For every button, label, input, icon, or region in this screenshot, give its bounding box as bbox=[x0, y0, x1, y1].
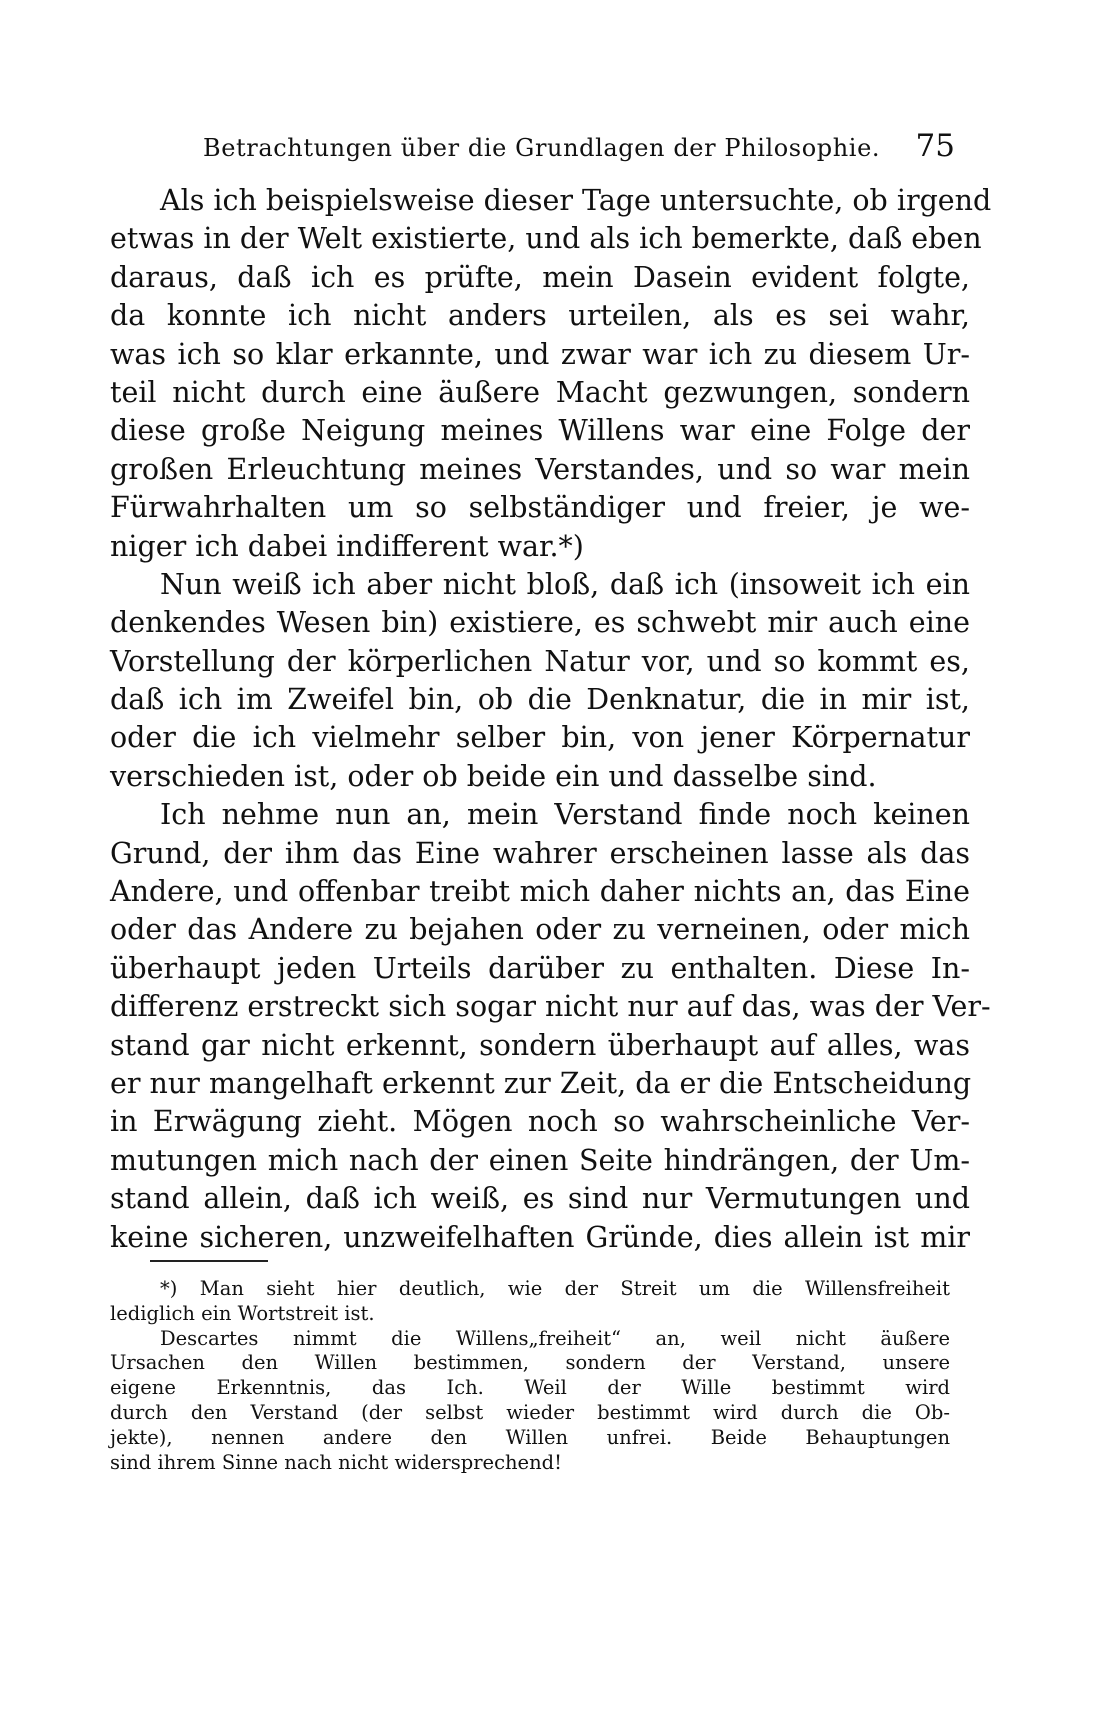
footnote-line: Ursachen den Willen bestimmen, sondern der Verstand, unsere bbox=[110, 1351, 950, 1375]
footnote-line: lediglich ein Wortstreit ist. bbox=[110, 1301, 375, 1325]
text-line: er nur mangelhaft erkennt zur Zeit, da er die Entscheidung bbox=[110, 1066, 972, 1100]
footnote-line: eigene Erkenntnis, das Ich. Weil der Wille bestimmt wird bbox=[110, 1376, 950, 1400]
text-line: Ich nehme nun an, mein Verstand finde noch keinen bbox=[160, 798, 970, 832]
text-line: daraus, daß ich es prüfte, mein Dasein evident folgte, bbox=[110, 260, 970, 294]
footnote-line: Descartes nimmt die Willens„freiheit“ an, weil nicht äußere bbox=[160, 1326, 950, 1350]
footnote-divider bbox=[150, 1260, 268, 1262]
text-line: überhaupt jeden Urteils darüber zu enthalten. Diese In- bbox=[110, 951, 970, 985]
text-line: Andere, und offenbar treibt mich daher nichts an, das Eine bbox=[110, 875, 970, 909]
text-line: Als ich beispielsweise dieser Tage untersuchte, ob irgend bbox=[160, 184, 992, 217]
text-line: in Erwägung zieht. Mögen noch so wahrscheinliche Ver- bbox=[110, 1105, 970, 1139]
text-line: oder das Andere zu bejahen oder zu verneinen, oder mich bbox=[110, 913, 970, 947]
text-line: oder die ich vielmehr selber bin, von jener Körpernatur bbox=[110, 721, 970, 755]
text-line: was ich so klar erkannte, und zwar war ich zu diesem Ur- bbox=[110, 337, 970, 371]
text-line: Nun weiß ich aber nicht bloß, daß ich (insoweit ich ein bbox=[160, 567, 970, 601]
footnote-line: *) Man sieht hier deutlich, wie der Streit um die Willensfreiheit bbox=[160, 1277, 950, 1300]
text-line: diese große Neigung meines Willens war eine Folge der bbox=[110, 414, 970, 448]
text-line: stand allein, daß ich weiß, es sind nur Vermutungen und bbox=[110, 1182, 970, 1216]
text-line: Fürwahrhalten um so selbständiger und freier, je we- bbox=[110, 491, 970, 525]
text-line: großen Erleuchtung meines Verstandes, und so war mein bbox=[110, 452, 970, 486]
footnotes bbox=[110, 1277, 950, 1475]
text-line: teil nicht durch eine äußere Macht gezwungen, sondern bbox=[110, 375, 970, 409]
main-text bbox=[110, 182, 992, 1257]
text-line: etwas in der Welt existierte, und als ich bemerkte, daß eben bbox=[110, 222, 982, 256]
text-line: Grund, der ihm das Eine wahrer erscheinen lasse als das bbox=[110, 836, 970, 870]
text-line: stand gar nicht erkennt, sondern überhaupt auf alles, was bbox=[110, 1028, 970, 1062]
text-line: differenz erstreckt sich sogar nicht nur auf das, was der Ver- bbox=[110, 990, 991, 1024]
text-line: da konnte ich nicht anders urteilen, als es sei wahr, bbox=[110, 299, 970, 333]
text-line: verschieden ist, oder ob beide ein und dasselbe sind. bbox=[110, 759, 877, 793]
text-line: mutungen mich nach der einen Seite hindrängen, der Um- bbox=[110, 1143, 970, 1177]
text-line: niger ich dabei indifferent war.*) bbox=[110, 529, 584, 563]
page-header bbox=[175, 128, 965, 168]
text-line: daß ich im Zweifel bin, ob die Denknatur, die in mir ist, bbox=[110, 683, 970, 717]
footnote-line: sind ihrem Sinne nach nicht widersprechend! bbox=[110, 1450, 562, 1474]
page-number: 75 bbox=[915, 128, 955, 164]
footnote-line: durch den Verstand (der selbst wieder bestimmt wird durch die Ob- bbox=[110, 1400, 950, 1424]
text-line: Vorstellung der körperlichen Natur vor, und so kommt es, bbox=[110, 644, 970, 678]
running-head: Betrachtungen über die Grundlagen der Philosophie. bbox=[203, 134, 881, 162]
footnote-line: jekte), nennen andere den Willen unfrei. Beide Behauptungen bbox=[110, 1425, 950, 1449]
text-line: denkendes Wesen bin) existiere, es schwebt mir auch eine bbox=[110, 606, 970, 640]
text-line: keine sicheren, unzweifelhaften Gründe, dies allein ist mir bbox=[110, 1220, 970, 1254]
